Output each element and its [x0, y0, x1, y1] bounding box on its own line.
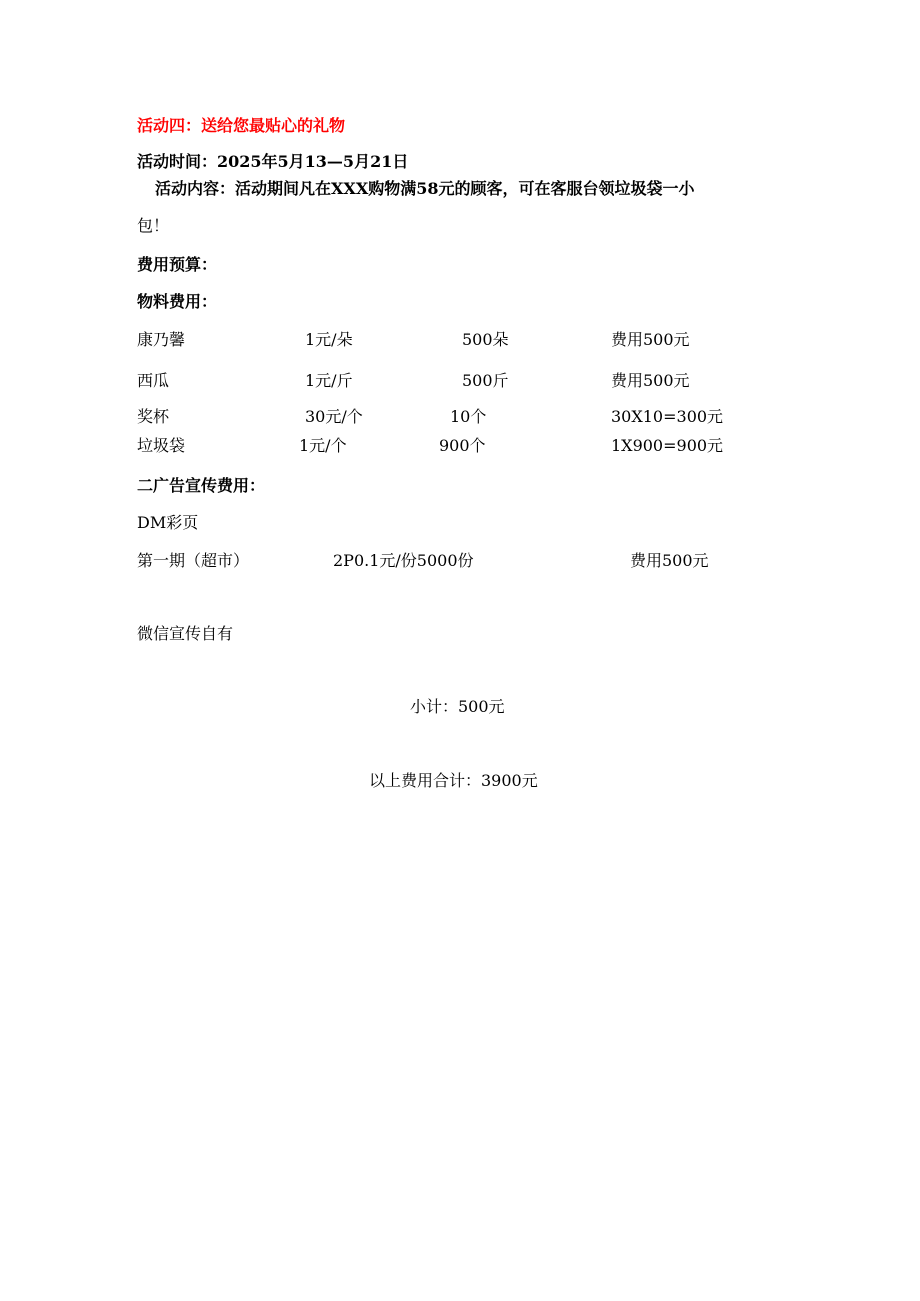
issue-name: 第一期（超市） [137, 551, 250, 570]
item-cost: 费用500元 [611, 330, 690, 349]
item-name: 西瓜 [137, 371, 170, 390]
item-quantity: 900个 [439, 436, 486, 455]
wechat-note: 微信宣传自有 [137, 624, 234, 643]
item-quantity: 10个 [450, 407, 487, 426]
budget-title: 费用预算： [137, 255, 218, 274]
issue-detail: 2P0.1元/份5000份 [333, 551, 474, 570]
activity-content-line1 [155, 179, 695, 199]
activity-time: 活动时间：2025年5月13—5月21日 [137, 152, 409, 171]
grand-total: 以上费用合计：3900元 [369, 771, 538, 790]
item-cost: 30X10=300元 [611, 407, 724, 426]
item-name: 奖杯 [137, 407, 170, 426]
issue-cost: 费用500元 [630, 551, 709, 570]
activity-content-text: 活动内容：活动期间凡在XXX购物满58元的顾客，可在客服台领垃圾袋一小 [155, 179, 695, 198]
item-quantity: 500斤 [462, 371, 509, 390]
subtotal: 小计：500元 [410, 697, 505, 716]
section-heading: 活动四：送给您最贴心的礼物 [137, 116, 346, 135]
item-unit-price: 1元/个 [299, 436, 347, 455]
item-unit-price: 1元/朵 [305, 330, 353, 349]
materials-title: 物料费用： [137, 292, 218, 311]
item-unit-price: 1元/斤 [305, 371, 353, 390]
advertising-title: 二广告宣传费用： [137, 476, 266, 495]
item-cost: 1X900=900元 [611, 436, 724, 455]
activity-content-line2: 包！ [137, 216, 170, 235]
item-name: 康乃馨 [137, 330, 186, 349]
item-cost: 费用500元 [611, 371, 690, 390]
dm-label: DM彩页 [137, 513, 199, 532]
item-unit-price: 30元/个 [305, 407, 363, 426]
item-name: 垃圾袋 [137, 436, 186, 455]
item-quantity: 500朵 [462, 330, 509, 349]
